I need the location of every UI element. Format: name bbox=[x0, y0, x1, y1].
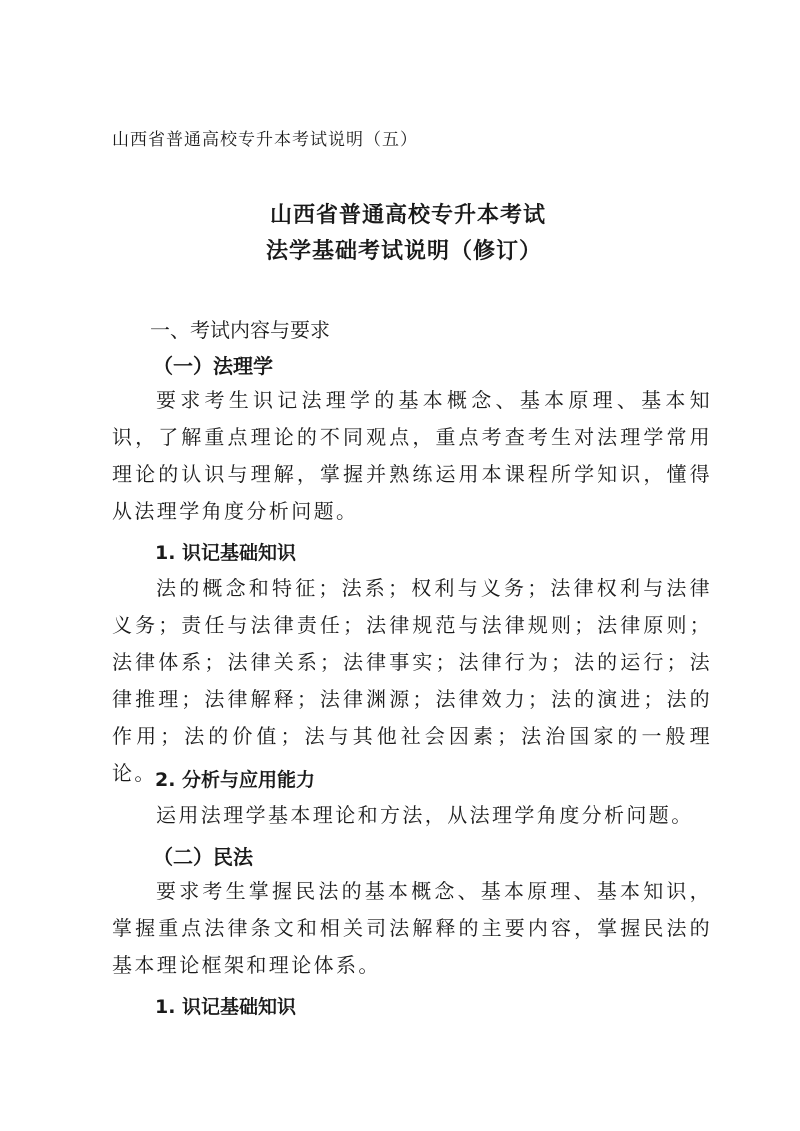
paragraph-analysis-ability: 运用法理学基本理论和方法，从法理学角度分析问题。 bbox=[156, 803, 694, 827]
section-heading: 一、考试内容与要求 bbox=[150, 318, 330, 342]
document-title-line2: 法学基础考试说明（修订） bbox=[265, 239, 542, 264]
paragraph-civil-law-intro: 要求考生掌握民法的基本概念、基本原理、基本知识，掌握重点法律条文和相关司法解释的主要内容，掌握民法的基本理论框架和理论体系。 bbox=[112, 879, 712, 977]
item-heading-basic-knowledge: 1. 识记基础知识 bbox=[155, 542, 297, 564]
item-heading-analysis-ability: 2. 分析与应用能力 bbox=[155, 769, 316, 791]
paragraph-basic-knowledge: 法的概念和特征；法系；权利与义务；法律权利与法律义务；责任与法律责任；法律规范与法律规则；法律原则；法律体系；法律关系；法律事实；法律行为；法的运行；法律推理；法律解释；法律渊源；法律效力；法的演进；法的作用；法的价值；法与其他社会因素；法治国家的一般理论。 bbox=[112, 576, 712, 785]
running-header: 山西省普通高校专升本考试说明（五） bbox=[112, 130, 418, 150]
subsection-heading-jurisprudence: （一）法理学 bbox=[153, 354, 273, 378]
subsection-heading-civil-law: （二）民法 bbox=[153, 845, 253, 869]
document-title-line1: 山西省普通高校专升本考试 bbox=[269, 203, 546, 228]
paragraph-jurisprudence-intro: 要求考生识记法理学的基本概念、基本原理、基本知识，了解重点理论的不同观点，重点考查考生对法理学常用理论的认识与理解，掌握并熟练运用本课程所学知识，懂得从法理学角度分析问题。 bbox=[112, 388, 712, 523]
item-heading-civil-basic-knowledge: 1. 识记基础知识 bbox=[155, 996, 297, 1018]
